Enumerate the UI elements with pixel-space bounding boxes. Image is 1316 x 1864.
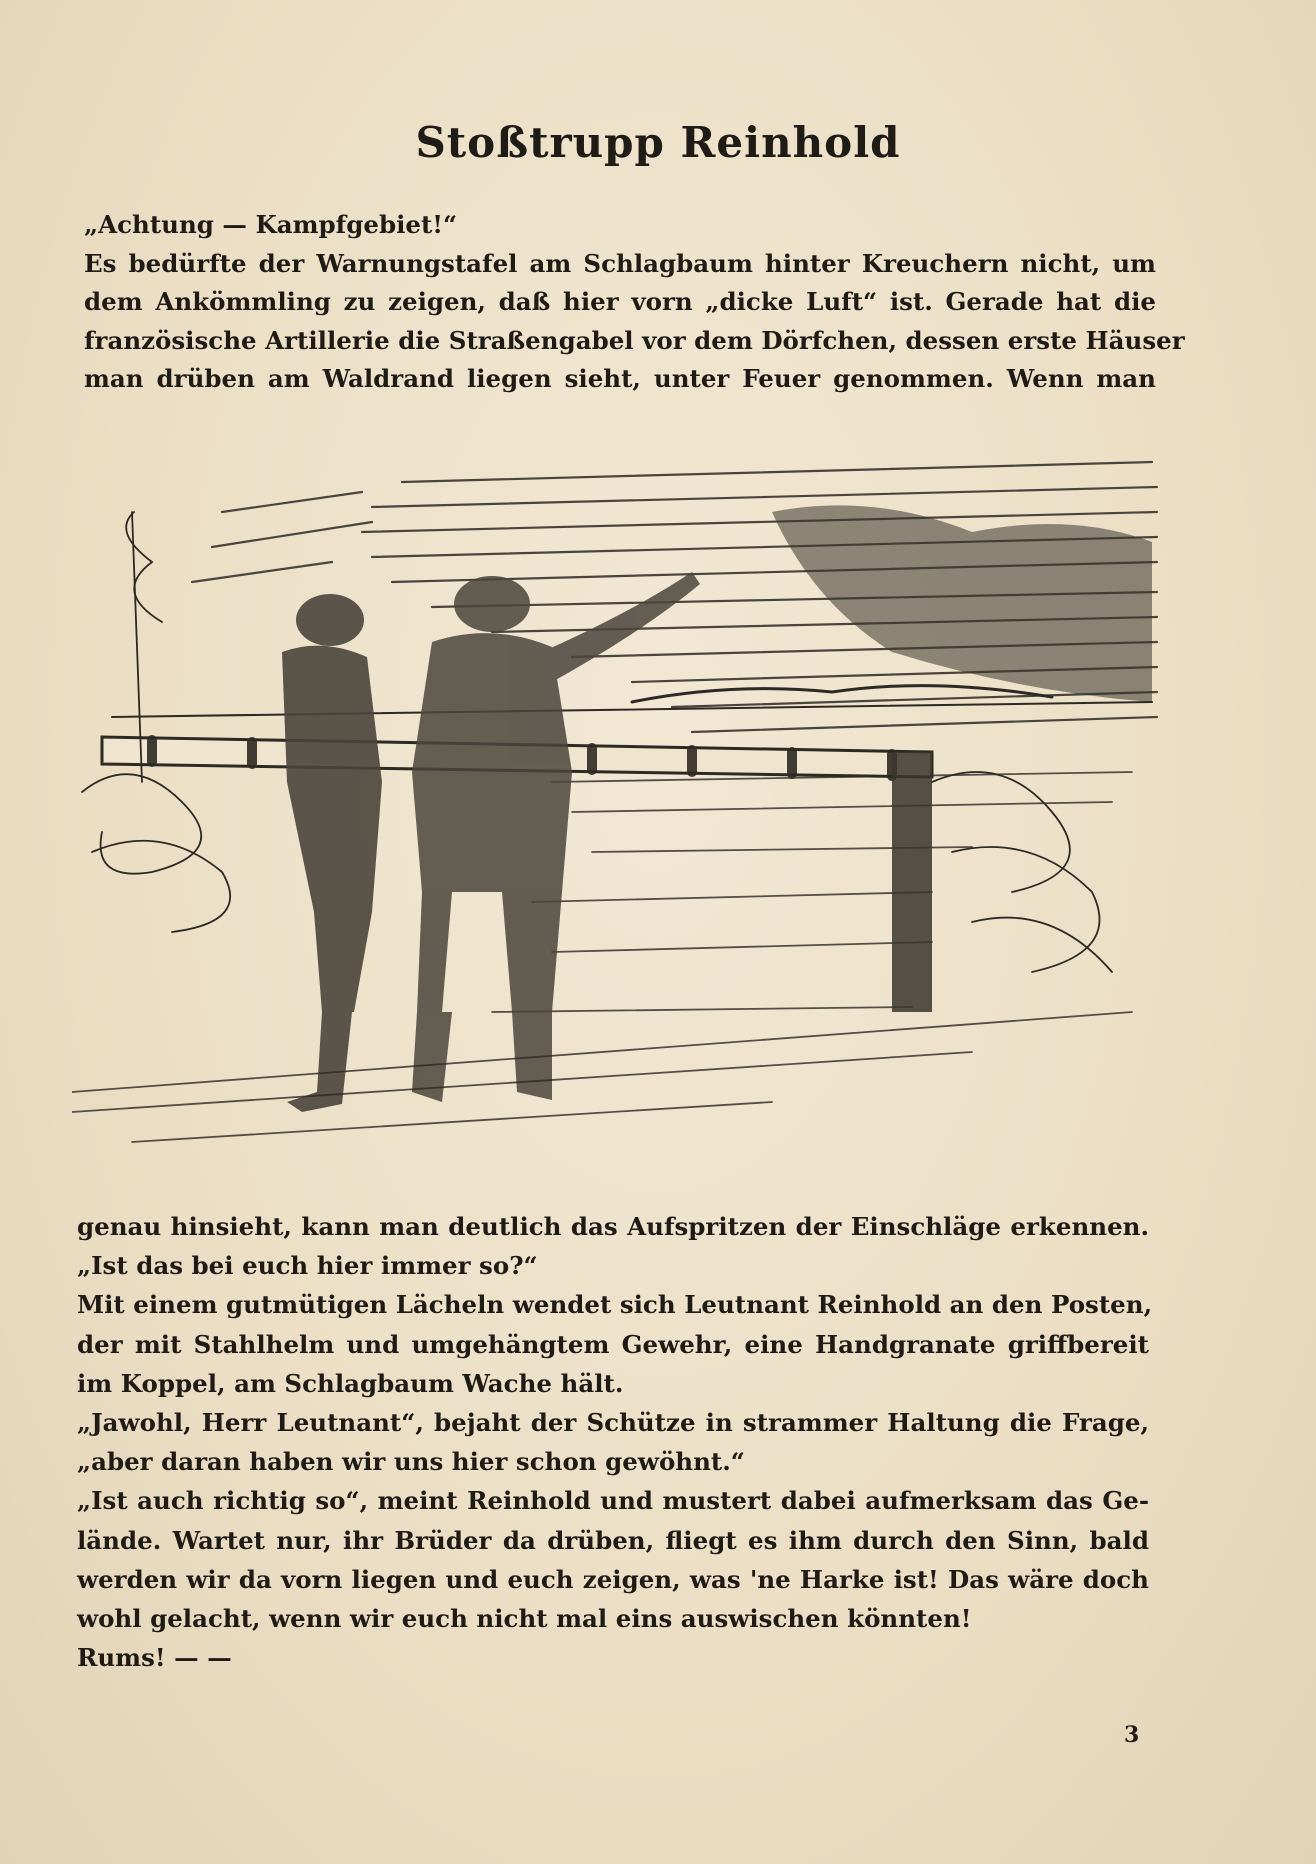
- text-line: „aber daran haben wir uns hier schon gewöhnt.“: [77, 1447, 745, 1477]
- text-line: „Achtung — Kampfgebiet!“: [84, 210, 458, 239]
- text-line: „Ist das bei euch hier immer so?“: [77, 1251, 538, 1281]
- page-number: 3: [1124, 1722, 1140, 1748]
- text-line: werden wir da vorn liegen und euch zeigen, was 'ne Harke ist! Das wäre doch: [77, 1564, 1149, 1594]
- text-line: „Ist auch richtig so“, meint Reinhold und mustert dabei aufmerksam das Ge-: [77, 1486, 1149, 1516]
- text-line: der mit Stahlhelm und umgehängtem Gewehr, eine Handgranate griffbereit: [77, 1329, 1149, 1359]
- text-line: im Koppel, am Schlagbaum Wache hält.: [77, 1368, 624, 1398]
- opening-text: [84, 206, 1185, 399]
- soldiers-at-barrier-illustration: [72, 452, 1164, 1158]
- text-line: französische Artillerie die Straßengabel vor dem Dörfchen, dessen erste Häuser: [84, 325, 1185, 355]
- text-line: Mit einem gutmütigen Lächeln wendet sich Leutnant Reinhold an den Posten,: [77, 1290, 1153, 1320]
- text-line: wohl gelacht, wenn wir euch nicht mal eins auswischen könnten!: [77, 1603, 972, 1633]
- page-title: Stoßtrupp Reinhold: [415, 118, 901, 167]
- text-line: Es bedürfte der Warnungstafel am Schlagbaum hinter Kreuchern nicht, um: [84, 248, 1156, 278]
- text-line: lände. Wartet nur, ihr Brüder da drüben, fliegt es ihm durch den Sinn, bald: [77, 1525, 1149, 1555]
- text-line: „Jawohl, Herr Leutnant“, bejaht der Schütze in strammer Haltung die Frage,: [77, 1407, 1149, 1437]
- continuation-text: [77, 1207, 1153, 1677]
- text-line: Rums! — —: [77, 1643, 232, 1673]
- text-line: dem Ankömmling zu zeigen, daß hier vorn „dicke Luft“ ist. Gerade hat die: [84, 287, 1156, 316]
- text-line: man drüben am Waldrand liegen sieht, unter Feuer genommen. Wenn man: [84, 364, 1156, 393]
- text-line: genau hinsieht, kann man deutlich das Aufspritzen der Einschläge erkennen.: [77, 1212, 1149, 1241]
